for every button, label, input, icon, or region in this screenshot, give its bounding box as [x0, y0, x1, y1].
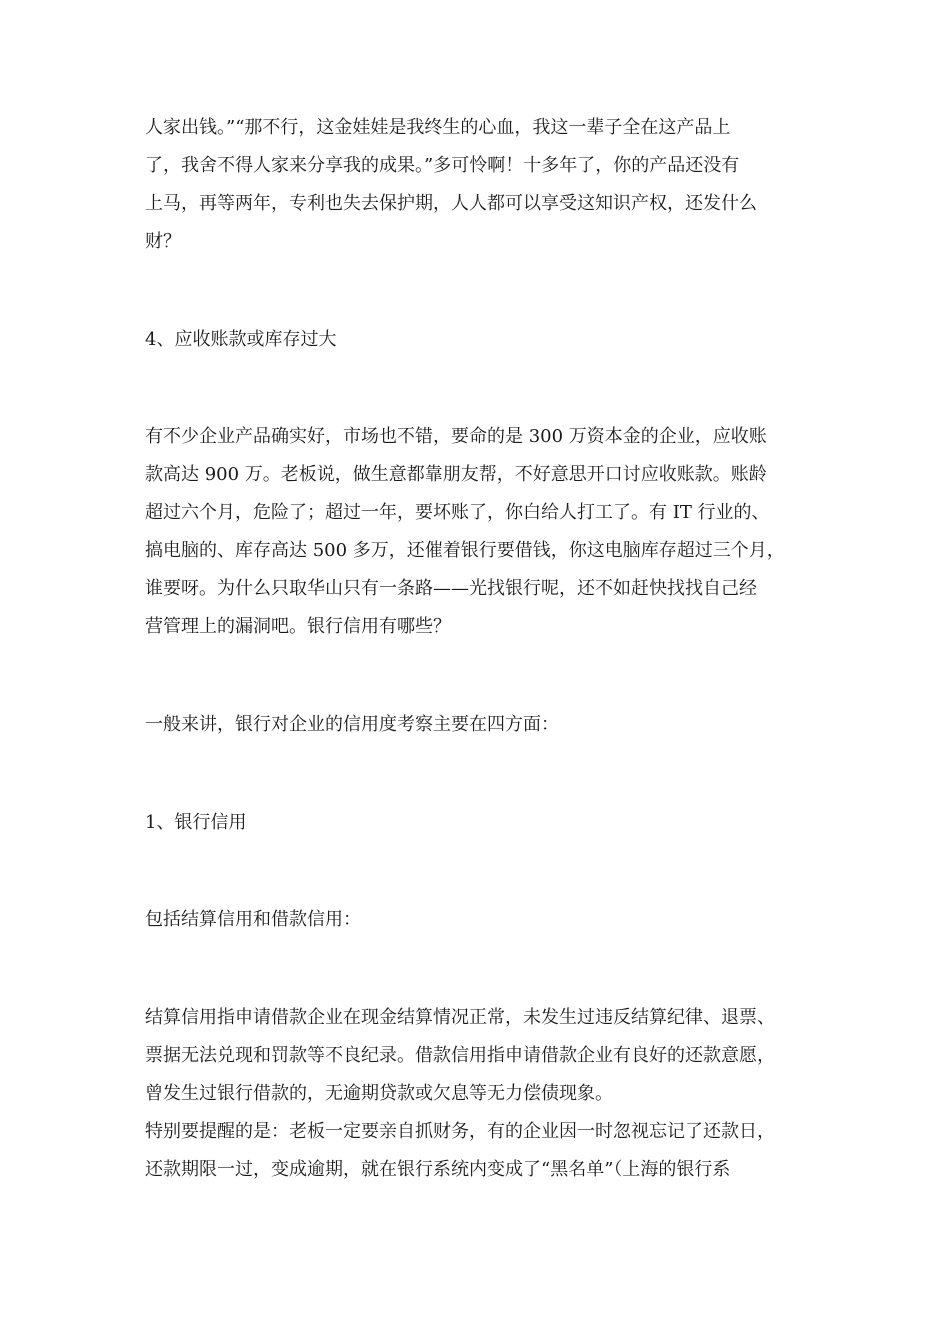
paragraph-line: 结算信用指申请借款企业在现金结算情况正常，未发生过违反结算纪律、退票、 [145, 1007, 775, 1028]
paragraph-line: 包括结算信用和借款信用： [145, 909, 361, 930]
paragraph-line: 超过六个月，危险了；超过一年，要坏账了，你白给人打工了。有 IT 行业的、 [145, 502, 770, 523]
paragraph-line: 谁要呀。为什么只取华山只有一条路——光找银行呢，还不如赶快找找自己经 [145, 578, 757, 599]
paragraph-line: 搞电脑的、库存高达 500 多万，还催着银行要借钱，你这电脑库存超过三个月， [145, 540, 785, 561]
paragraph-line: 一般来讲，银行对企业的信用度考察主要在四方面： [145, 714, 559, 735]
section-heading: 1、银行信用 [145, 812, 247, 833]
paragraph-line: 曾发生过银行借款的，无逾期贷款或欠息等无力偿债现象。 [145, 1083, 613, 1104]
paragraph-line: 款高达 900 万。老板说，做生意都靠朋友帮，不好意思开口讨应收账款。账龄 [145, 464, 767, 485]
paragraph-line: 营管理上的漏洞吧。银行信用有哪些？ [145, 616, 451, 637]
paragraph-line: 特别要提醒的是：老板一定要亲自抓财务，有的企业因一时忽视忘记了还款日， [145, 1121, 775, 1142]
paragraph-line: 票据无法兑现和罚款等不良纪录。借款信用指申请借款企业有良好的还款意愿， [145, 1045, 775, 1066]
section-heading: 4、应收账款或库存过大 [145, 329, 337, 350]
paragraph-line: 上马，再等两年，专利也失去保护期，人人都可以享受这知识产权，还发什么 [145, 193, 757, 214]
paragraph-line: 还款期限一过，变成逾期，就在银行系统内变成了“黑名单”（上海的银行系 [145, 1159, 731, 1180]
paragraph-line: 财？ [145, 231, 181, 252]
paragraph-line: 人家出钱。”“那不行，这金娃娃是我终生的心血，我这一辈子全在这产品上 [145, 117, 731, 138]
paragraph-line: 了，我舍不得人家来分享我的成果。”多可怜啊！十多年了，你的产品还没有 [145, 155, 740, 176]
paragraph-line: 有不少企业产品确实好，市场也不错，要命的是 300 万资本金的企业，应收账 [145, 426, 767, 447]
